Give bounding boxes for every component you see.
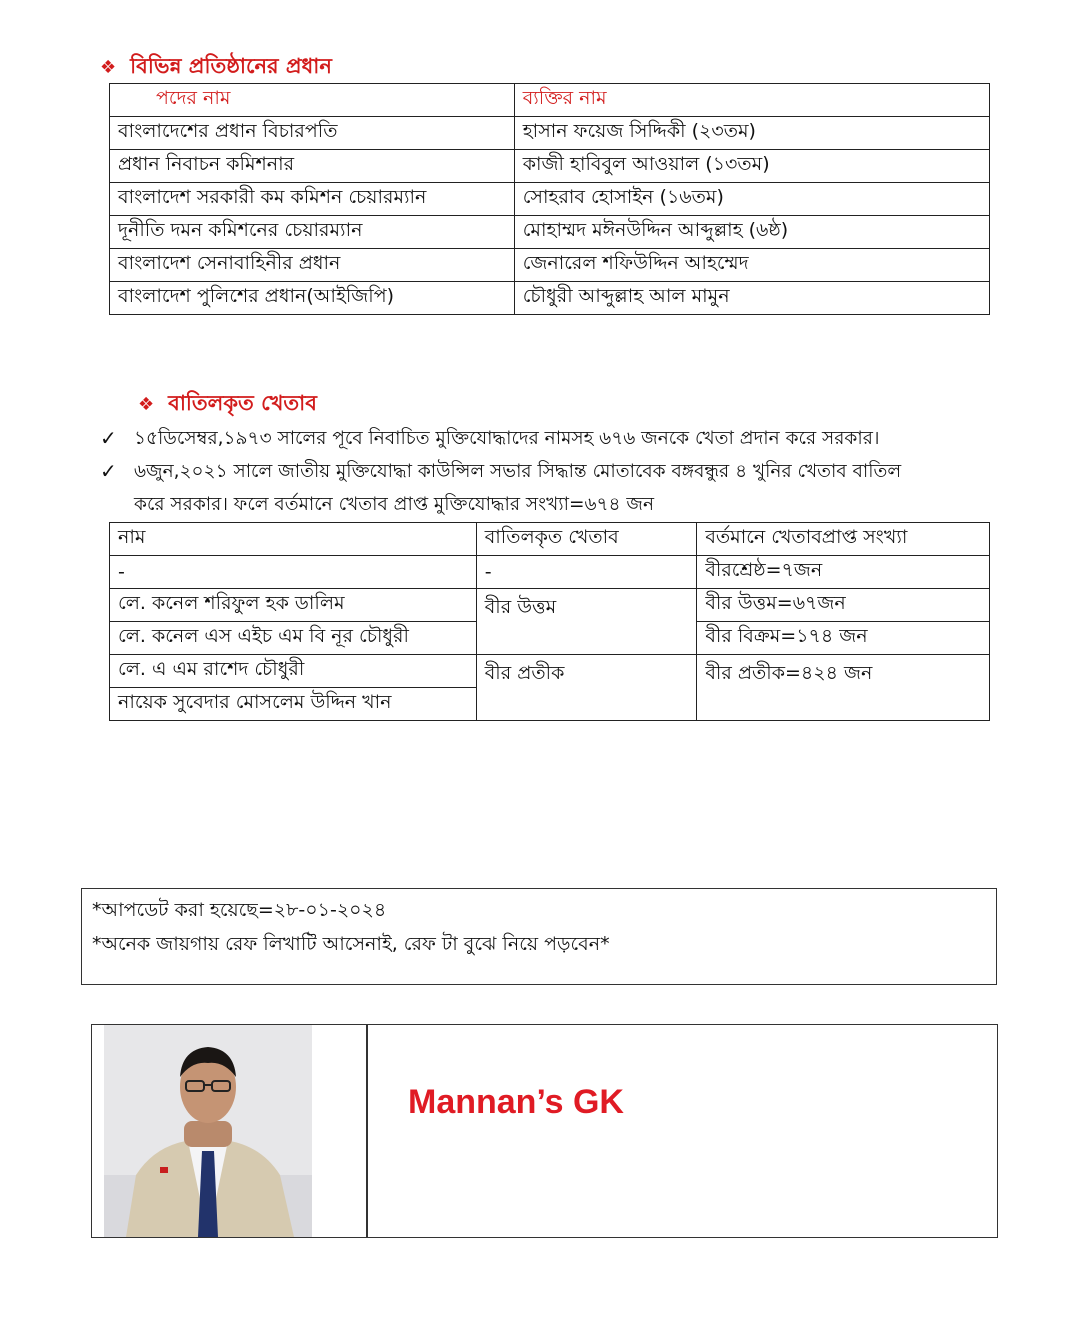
update-date-text: *আপডেট করা হয়েছে=২৮-০১-২০২৪ (92, 899, 387, 921)
section-title-heads (100, 50, 332, 85)
section-title-text: বাতিলকৃত খেতাব (168, 391, 317, 415)
name-cell: - (110, 556, 477, 589)
table-header-row (110, 84, 990, 117)
ref-note-text: *অনেক জায়গায় রেফ লিখাটি আসেনাই, রেফ টা বুঝে নিয়ে পড়বেন* (92, 933, 610, 955)
heads-table (109, 83, 990, 315)
header-cell-person: ব্যক্তির নাম (514, 84, 989, 117)
count-cell: বীরশ্রেষ্ঠ=৭জন (697, 556, 990, 589)
list-item-continuation (100, 488, 1030, 521)
post-cell: বাংলাদেশ পুলিশের প্রধান(আইজিপি) (110, 282, 515, 315)
person-cell: চৌধুরী আব্দুল্লাহ আল মামুন (514, 282, 989, 315)
brand-title: Mannan’s GK (408, 1083, 624, 1121)
checkmark-icon: ✓ (100, 459, 117, 483)
footer-banner (91, 1024, 998, 1238)
table-row (110, 589, 990, 622)
post-cell: বাংলাদেশ সেনাবাহিনীর প্রধান (110, 249, 515, 282)
bullet-text: ১৫ডিসেম্বর,১৯৭৩ সালের পূবে নিবাচিত মুক্তিযোদ্ধাদের নামসহ ৬৭৬ জনকে খেতা প্রদান করে সরকার। (134, 428, 880, 449)
name-cell: লে. কনেল শরিফুল হক ডালিম (110, 589, 477, 622)
header-cell-revoked: বাতিলকৃত খেতাব (476, 523, 697, 556)
title-cell: বীর উত্তম (476, 589, 697, 655)
table-row (110, 216, 990, 249)
person-cell: মোহাম্মদ মঈনউদ্দিন আব্দুল্লাহ (৬ষ্ঠ) (514, 216, 989, 249)
table-row (110, 117, 990, 150)
footer-divider (366, 1025, 368, 1237)
title-cell: - (476, 556, 697, 589)
table-row (110, 556, 990, 589)
section-title-text: বিভিন্ন প্রতিষ্ঠানের প্রধান (130, 54, 332, 78)
post-cell: প্রধান নিবাচন কমিশনার (110, 150, 515, 183)
table-row (110, 282, 990, 315)
revoked-titles-table (109, 522, 990, 721)
count-cell: বীর প্রতীক=৪২৪ জন (697, 655, 990, 721)
diamond-bullet-icon: ❖ (138, 394, 155, 415)
name-cell: লে. কনেল এস এইচ এম বি নূর চৌধুরী (110, 622, 477, 655)
table-row (110, 655, 990, 688)
person-cell: সোহরাব হোসাইন (১৬তম) (514, 183, 989, 216)
list-item (100, 422, 1030, 455)
checkmark-icon: ✓ (100, 426, 117, 450)
person-cell: জেনারেল শফিউদ্দিন আহম্মেদ (514, 249, 989, 282)
count-cell: বীর বিক্রম=১৭৪ জন (697, 622, 990, 655)
list-item (100, 455, 1030, 488)
table-row (110, 183, 990, 216)
bullet-text: ৬জুন,২০২১ সালে জাতীয় মুক্তিযোদ্ধা কাউন্সিল সভার সিদ্ধান্ত মোতাবেক বঙ্গবন্ধুর ৪ খুনির খেতাব বাতিল (134, 461, 902, 482)
post-cell: বাংলাদেশের প্রধান বিচারপতি (110, 117, 515, 150)
update-note-box (81, 888, 997, 985)
table-row (110, 150, 990, 183)
name-cell: লে. এ এম রাশেদ চৌধুরী (110, 655, 477, 688)
bullet-list (100, 422, 1030, 521)
table-header-row (110, 523, 990, 556)
author-photo (104, 1025, 312, 1237)
header-cell-post: পদের নাম (110, 84, 515, 117)
count-cell: বীর উত্তম=৬৭জন (697, 589, 990, 622)
title-cell: বীর প্রতীক (476, 655, 697, 721)
section-title-revoked (138, 387, 317, 422)
diamond-bullet-icon: ❖ (100, 57, 117, 78)
bullet-text: করে সরকার। ফলে বর্তমানে খেতাব প্রাপ্ত মুক্তিযোদ্ধার সংখ্যা=৬৭৪ জন (134, 494, 655, 515)
post-cell: বাংলাদেশ সরকারী কম কমিশন চেয়ারম্যান (110, 183, 515, 216)
table-row (110, 249, 990, 282)
name-cell: নায়েক সুবেদার মোসলেম উদ্দিন খান (110, 688, 477, 721)
person-cell: হাসান ফয়েজ সিদ্দিকী (২৩তম) (514, 117, 989, 150)
header-cell-count: বর্তমানে খেতাবপ্রাপ্ত সংখ্যা (697, 523, 990, 556)
header-cell-name: নাম (110, 523, 477, 556)
person-cell: কাজী হাবিবুল আওয়াল (১৩তম) (514, 150, 989, 183)
post-cell: দূনীতি দমন কমিশনের চেয়ারম্যান (110, 216, 515, 249)
